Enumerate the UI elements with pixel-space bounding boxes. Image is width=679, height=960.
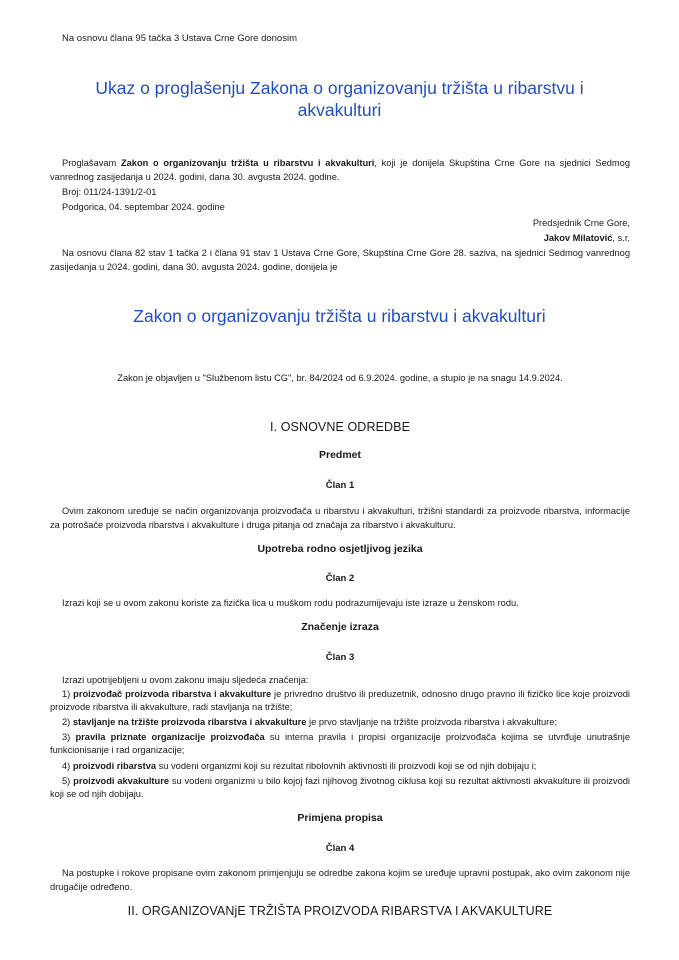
proglasavam-law-name: Zakon o organizovanju tržišta u ribarstvu i akvakulturi: [120, 158, 375, 168]
broj-line: Broj: 011/24-1391/2-01: [62, 187, 157, 197]
clan-4-text: Na postupke i rokove propisane ovim zakonom primjenjuju se odredbe zakona kojim se uređuje upravni postupak, ako ovim zakonom nije drugačije određeno.: [50, 868, 630, 892]
ukaz-title-line-2: akvakulturi: [297, 100, 382, 120]
definition-number: 1): [62, 689, 74, 699]
clan-1-heading: Član 1: [325, 480, 355, 491]
heading-primjena: Primjena propisa: [297, 812, 383, 824]
president-suffix: , s.r.: [612, 233, 630, 243]
definition-term: proizvodi akvakulture: [73, 776, 169, 786]
definition-item: [50, 760, 630, 773]
heading-predmet: Predmet: [318, 449, 361, 461]
clan-3-intro: Izrazi upotrijebljeni u ovom zakonu imaju sljedeća značenja:: [62, 675, 309, 685]
proglasavam-paragraph: [50, 156, 630, 184]
definition-term: stavljanje na tržište proizvoda ribarstva i akvakulture: [72, 717, 307, 727]
definition-item: [50, 775, 630, 801]
clan-3-heading: Član 3: [325, 652, 355, 663]
ukaz-title-line-1: Ukaz o proglašenju Zakona o organizovanju tržišta u ribarstvu i: [95, 78, 584, 98]
preamble-paragraph: Na osnovu člana 82 stav 1 tačka 2 i člana 91 stav 1 Ustava Crne Gore, Skupština Crne Gore 28. saziva, na sjednici Sedmog vanrednog zasijedanja u 2024. godini, dana 30. avgusta 2024. godine, donijela je: [50, 248, 630, 272]
definition-term: proizvođač proizvoda ribarstva i akvakulture: [73, 689, 272, 699]
section-1-heading: I. OSNOVNE ODREDBE: [269, 420, 411, 434]
definition-item: [50, 731, 630, 757]
definition-term: pravila priznate organizacije proizvođača: [75, 732, 265, 742]
definition-text: je privredno društvo ili preduzetnik, odnosno drugo pravno ili fizičko lice koje proizvodi proizvode ribarstva ili akvakulture, radi stavljanja na tržište;: [50, 689, 630, 712]
definition-number: 3): [62, 732, 76, 742]
definition-text: su vodeni organizmi koji su rezultat ribolovnih aktivnosti ili proizvodi koji se od njih dobijaju i;: [156, 761, 537, 771]
clan-1-text: Ovim zakonom uređuje se način organizovanja proizvođača u ribarstvu i akvakulturi, tržišni standardi za proizvode ribarstva, informacije za potrošače proizvoda ribarstva i akvakulture i druga pitanja od značaja za ribarstvo i akvakulturu.: [50, 506, 630, 530]
ukaz-title: [40, 77, 639, 121]
definition-number: 5): [62, 776, 74, 786]
section-2-heading: II. ORGANIZOVANjE TRŽIŠTA PROIZVODA RIBARSTVA I AKVAKULTURE: [127, 904, 553, 918]
clan-2-heading: Član 2: [325, 573, 355, 584]
president-label: Predsjednik Crne Gore,: [532, 218, 630, 228]
proglasavam-suffix: , koji je donijela Skupština Crne Gore na sjednici Sedmog vanrednog zasijedanja u 2024. godini, dana 30. avgusta 2024. godine.: [50, 158, 631, 182]
definition-item: [50, 688, 630, 714]
president-signature: [330, 231, 630, 245]
definition-term: proizvodi ribarstva: [72, 761, 157, 771]
place-date-line: Podgorica, 04. septembar 2024. godine: [62, 202, 225, 212]
definition-number: 4): [62, 761, 73, 771]
zakon-title: Zakon o organizovanju tržišta u ribarstvu i akvakulturi: [133, 306, 546, 326]
clan-4-heading: Član 4: [325, 843, 355, 854]
definition-text: su interna pravila i propisi organizacije proizvođača kojima se utvrđuje unutrašnje funkcionisanje i rad organizacije;: [50, 732, 630, 755]
clan-2-text: Izrazi koji se u ovom zakonu koriste za fizička lica u muškom rodu podrazumijevaju iste izraze u ženskom rodu.: [62, 598, 519, 608]
heading-znacenje: Značenje izraza: [301, 621, 379, 633]
definition-number: 2): [62, 717, 73, 727]
heading-upotreba: Upotreba rodno osjetljivog jezika: [257, 543, 423, 555]
president-name: Jakov Milatović: [543, 233, 613, 243]
publication-note: Zakon je objavljen u "Službenom listu CG", br. 84/2024 od 6.9.2024. godine, a stupio je na snagu 14.9.2024.: [117, 373, 563, 383]
intro-line: Na osnovu člana 95 tačka 3 Ustava Crne Gore donosim: [62, 33, 297, 44]
proglasavam-prefix: Proglašavam: [62, 158, 121, 168]
definition-text: su vodeni organizmi u bilo kojoj fazi njihovog životnog ciklusa koji su rezultat aktivnosti akvakulture ili proizvodi koji se od njih dobijaju.: [50, 776, 630, 799]
definition-item: [50, 716, 630, 729]
definition-text: je prvo stavljanje na tržište proizvoda ribarstva i akvakulture;: [306, 717, 558, 727]
